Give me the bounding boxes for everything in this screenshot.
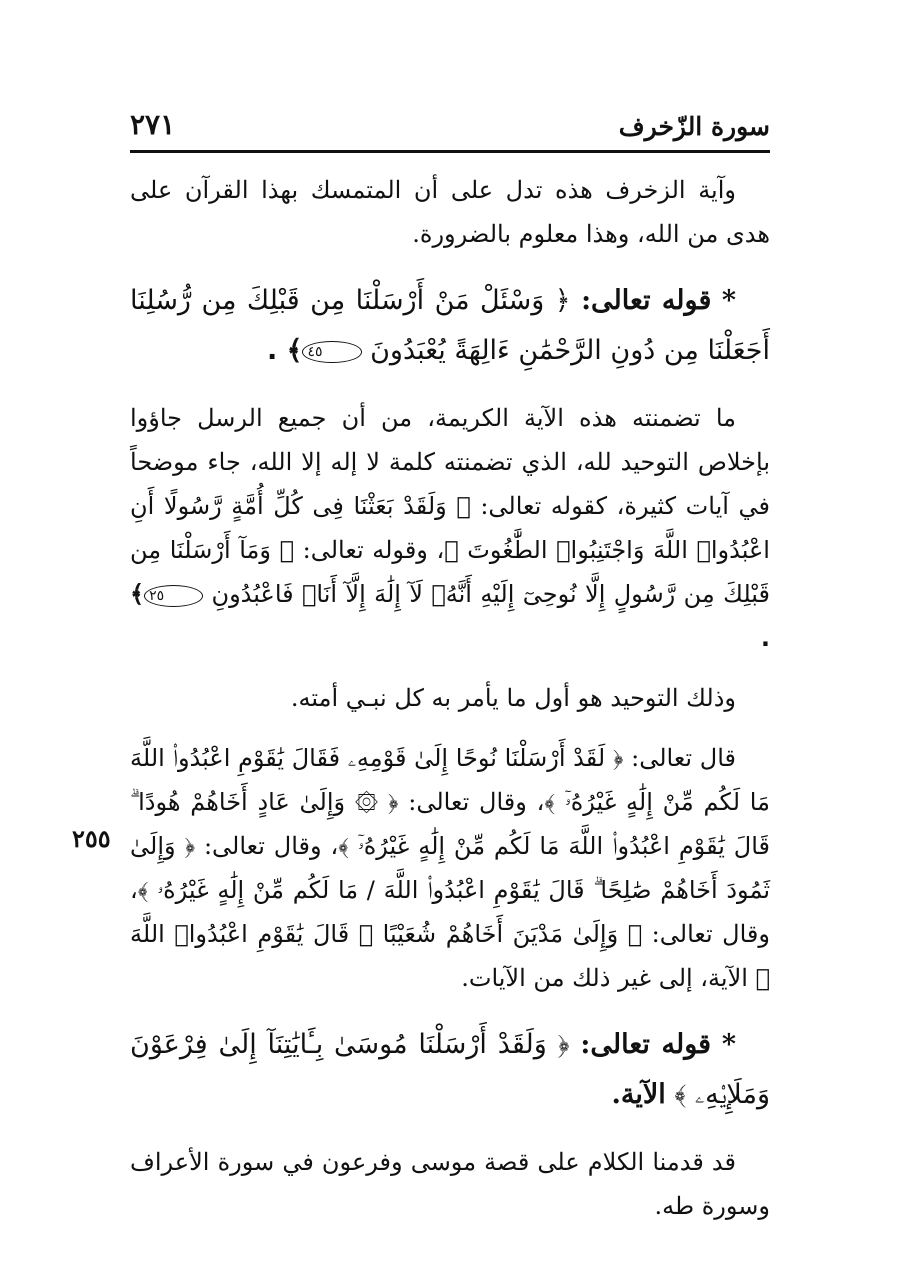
verse-close: ﴾ . — [266, 335, 303, 366]
ayah-number-badge: ٢٥ — [144, 585, 203, 607]
paragraph-musa: قد قدمنا الكلام على قصة موسى وفرعون في سورة الأعراف وسورة طه. — [130, 1148, 770, 1220]
quran-verse: ﴿ وَمَآ أَرْسَلْنَا مِن قَبْلِكَ مِن رَّسُولٍ إِلَّا نُوحِىٓ إِلَيْهِ أَنَّهُۥ لَآ إِلَٰهَ إِلَّآ أَنَا۠ فَاعْبُدُونِ — [130, 536, 770, 608]
commentary-text: ، وقال تعالى: — [203, 832, 339, 860]
verse-heading-1 — [130, 276, 770, 376]
heading-lead: قوله تعالى: — [581, 285, 712, 316]
commentary-text: قال تعالى: — [631, 744, 736, 772]
spacer — [130, 376, 770, 396]
quran-verse: ﴿ وَإِلَىٰ مَدْيَنَ أَخَاهُمْ شُعَيْبًا ۗ قَالَ يَٰقَوْمِ اعْبُدُوا۟ اللَّهَ ﴾ — [130, 920, 770, 992]
header-divider — [130, 150, 770, 153]
commentary-text: ، وقال تعالى: — [130, 876, 770, 948]
spacer — [130, 1000, 770, 1020]
paragraph-tawhid — [130, 396, 770, 660]
margin-page-reference: ٢٥٥ — [72, 824, 111, 853]
quran-verse: ﴿ وَإِلَىٰ ثَمُودَ أَخَاهُمْ صَٰلِحًا ۗ قَالَ يَٰقَوْمِ اعْبُدُوا۟ اللَّهَ / مَا لَكُم مِّنْ إِلَٰهٍ غَيْرُهُۥ ﴾ — [130, 832, 770, 904]
commentary-text: ، وقوله تعالى: — [302, 536, 445, 564]
page-number: ٢٧١ — [130, 108, 176, 141]
verse-close: ﴾ . — [130, 580, 770, 652]
quran-verse: ﴿ وَسْئَلْ مَنْ أَرْسَلْنَا مِن قَبْلِكَ مِن رُّسُلِنَا أَجَعَلْنَا مِن دُونِ الرَّحْمَٰنِ ءَالِهَةً يُعْبَدُونَ — [130, 285, 770, 366]
spacer — [130, 720, 770, 736]
paragraph-prophets — [130, 736, 770, 1000]
spacer — [130, 256, 770, 276]
verse-heading-2 — [130, 1020, 770, 1120]
paragraph-intro: وآية الزخرف هذه تدل على أن المتمسك بهذا القرآن على هدى من الله، وهذا معلوم بالضرورة. — [130, 176, 770, 248]
quran-verse: ﴿ ۞ وَإِلَىٰ عَادٍ أَخَاهُمْ هُودًا ۗ قَالَ يَٰقَوْمِ اعْبُدُوا۟ اللَّهَ مَا لَكُم مِّنْ إِلَٰهٍ غَيْرُهُۥٓ ﴾ — [130, 788, 770, 860]
quran-verse: ﴿ وَلَقَدْ بَعَثْنَا فِى كُلِّ أُمَّةٍ رَّسُولًا أَنِ اعْبُدُوا۟ اللَّهَ وَاجْتَنِبُوا۟ الطَّٰغُوتَ ﴾ — [130, 492, 770, 564]
quran-verse: ﴿ لَقَدْ أَرْسَلْنَا نُوحًا إِلَىٰ قَوْمِهِۦ فَقَالَ يَٰقَوْمِ اعْبُدُوا۟ اللَّهَ مَا لَكُم مِّنْ إِلَٰهٍ غَيْرُهُۥٓ ﴾ — [130, 744, 770, 816]
page-body — [130, 168, 770, 1228]
commentary-text: ، وقال تعالى: — [408, 788, 545, 816]
surah-title: سورة الزّخرف — [618, 112, 770, 141]
commentary-text: ما تضمنته هذه الآية الكريمة، من أن جميع الرسل جاؤوا بإخلاص التوحيد لله، الذي تضمنته كلمة لا إله إلا الله، جاء موضحاً في آيات كثيرة، كقوله تعالى: — [130, 404, 771, 520]
asterisk-marker: * — [721, 285, 736, 316]
spacer — [130, 1120, 770, 1140]
page-header — [130, 108, 770, 152]
ayah-number-badge: ٤٥ — [302, 341, 361, 363]
commentary-text: الآية، إلى غير ذلك من الآيات. — [461, 964, 748, 992]
heading-lead: قوله تعالى: — [580, 1029, 712, 1060]
paragraph-first-command: وذلك التوحيد هو أول ما يأمر به كل نبـي أمته. — [290, 684, 736, 712]
quran-verse: ﴿ وَلَقَدْ أَرْسَلْنَا مُوسَىٰ بِـَٔايَٰتِنَآ إِلَىٰ فِرْعَوْنَ وَمَلَإِي۟هِۦ ﴾ — [130, 1029, 770, 1110]
spacer — [130, 660, 770, 676]
heading-tail: الآية. — [611, 1079, 666, 1110]
asterisk-marker: * — [721, 1029, 736, 1060]
